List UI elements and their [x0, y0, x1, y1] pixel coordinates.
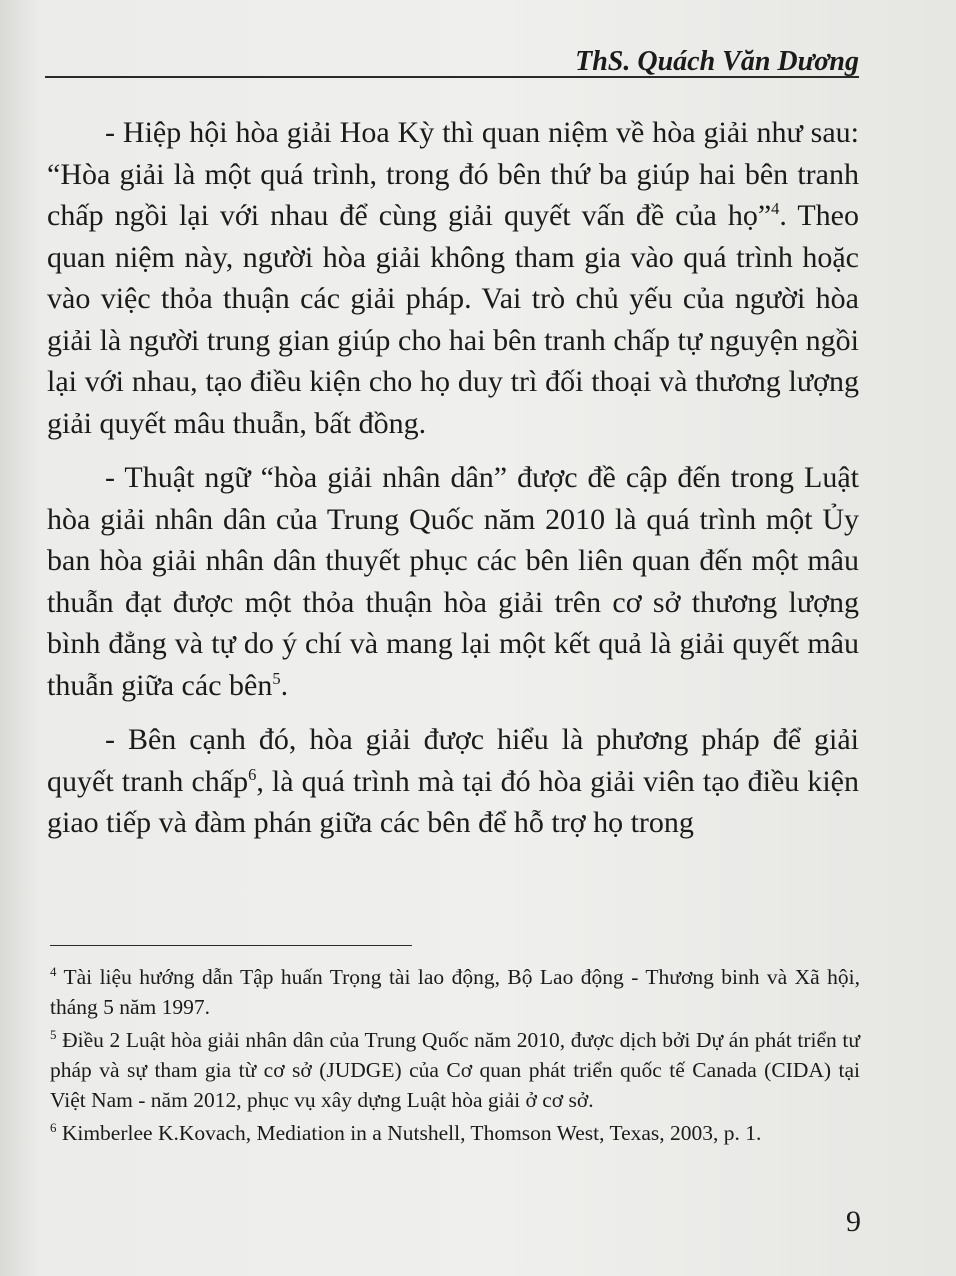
footnote-6: [50, 1118, 860, 1148]
header-author: ThS. Quách Văn Dương: [575, 46, 859, 77]
paragraph-text: - Thuật ngữ “hòa giải nhân dân” được đề cập đến trong Luật hòa giải nhân dân của Trung Quốc năm 2010 là quá trình một Ủy ban hòa giải nhân dân thuyết phục các bên liên quan đến một mâu thuẫn đạt được một thỏa thuận hòa giải trên cơ sở thương lượng bình đẳng và tự do ý chí và mang lại một kết quả là giải quyết mâu thuẫn giữa các bên: [47, 461, 859, 702]
footnote-ref: 6: [248, 764, 257, 784]
footnote-text: Kimberlee K.Kovach, Mediation in a Nutshell, Thomson West, Texas, 2003, p. 1.: [56, 1121, 762, 1145]
body-text: [47, 112, 859, 844]
paragraph-mediation-method: [47, 719, 859, 844]
footnote-number: 5: [50, 1027, 57, 1042]
paragraph-text: - Bên cạnh đó, hòa giải được hiểu là phương pháp để giải quyết tranh chấp: [47, 723, 859, 798]
running-header: [45, 42, 859, 82]
paragraph-people-mediation: [47, 457, 859, 706]
footnote-number: 4: [50, 964, 57, 979]
paragraph-text: .: [280, 668, 289, 702]
paragraph-american-mediation: [47, 112, 859, 444]
paragraph-text: . Theo quan niệm này, người hòa giải không tham gia vào quá trình hoặc vào việc thỏa thuận các giải pháp. Vai trò chủ yếu của người hòa giải là người trung gian giúp cho hai bên tranh chấp tự nguyện ngồi lại với nhau, tạo điều kiện cho họ duy trì đối thoại và thương lượng giải quyết mâu thuẫn, bất đồng.: [47, 199, 859, 440]
footnotes: [50, 962, 860, 1148]
footnote-5: [50, 1025, 860, 1115]
header-rule: [45, 76, 859, 78]
footnote-text: Tài liệu hướng dẫn Tập huấn Trọng tài lao động, Bộ Lao động - Thương binh và Xã hội, tháng 5 năm 1997.: [50, 965, 860, 1019]
paragraph-text: - Hiệp hội hòa giải Hoa Kỳ thì quan niệm về hòa giải như sau: “Hòa giải là một quá trình, trong đó bên thứ ba giúp hai bên tranh chấp ngồi lại với nhau để cùng giải quyết vấn đề của họ”: [47, 116, 859, 232]
paragraph-text: , là quá trình mà tại đó hòa giải viên tạo điều kiện giao tiếp và đàm phán giữa các bên để hỗ trợ họ trong: [47, 764, 859, 839]
footnote-number: 6: [50, 1120, 57, 1135]
footnote-ref: 4: [771, 199, 780, 218]
footnote-text: Điều 2 Luật hòa giải nhân dân của Trung Quốc năm 2010, được dịch bởi Dự án phát triển tư pháp và sự tham gia từ cơ sở (JUDGE) của Cơ quan phát triển quốc tế Canada (CIDA) tại Việt Nam - năm 2012, phục vụ xây dựng Luật hòa giải ở cơ sở.: [50, 1028, 860, 1112]
page-number: 9: [846, 1205, 861, 1238]
footnote-ref: 5: [272, 668, 281, 688]
footnote-divider: [50, 945, 412, 946]
footnote-4: [50, 962, 860, 1022]
